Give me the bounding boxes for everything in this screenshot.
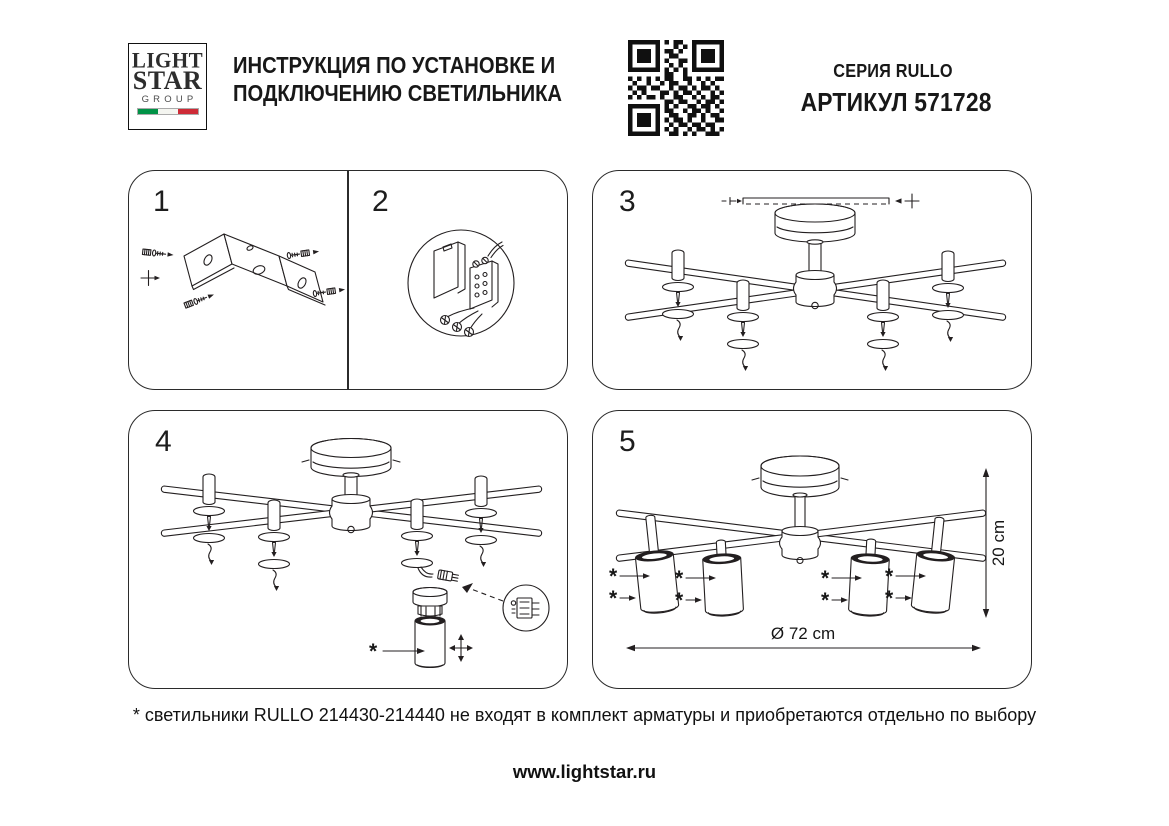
central-hub [330,495,373,533]
svg-text:*: * [609,565,618,588]
footnote: * светильники RULLO 214430-214440 не входят в комплект арматуры и приобретаются отдельно по выбору [132,705,1037,725]
lamp-holder [868,280,899,371]
svg-text:*: * [675,567,684,590]
lamp-holder [194,474,225,565]
step-3-number: 3 [619,185,636,218]
mounting-bracket [184,234,325,305]
svg-text:*: * [609,587,618,610]
logo-text-star: STAR [132,66,203,95]
step-1-illustration [129,171,348,388]
height-dimension [983,468,1008,618]
shade-unit [911,515,959,614]
step-3-panel [592,170,1032,390]
website-url: www.lightstar.ru [512,761,657,782]
wiring-detail [434,242,503,337]
series-label: СЕРИЯ RULLO [833,60,953,81]
lamp-socket [413,588,447,618]
connector-detail-circle [503,585,549,631]
page-title [233,52,562,107]
detail-leader-line [471,589,503,601]
lamp-holder [933,251,964,342]
qr-code [628,40,724,136]
screwdriver-cross-icon [141,271,160,286]
title-line-1: ИНСТРУКЦИЯ ПО УСТАНОВКЕ И [233,52,556,78]
lamp-holder [663,250,694,341]
ceiling-canopy [775,204,855,242]
screw-anchor-right-upper [287,248,320,258]
shade-unit [631,513,679,614]
height-dimension-label: 20 cm [989,519,1008,567]
title-line-2: ПОДКЛЮЧЕНИЮ СВЕТИЛЬНИКА [233,79,563,106]
italian-flag-bar [137,108,199,115]
stem [793,493,807,531]
ceiling-canopy [752,456,848,497]
logo-text-light: LIGHT [131,47,204,73]
svg-text:*: * [821,567,830,590]
diameter-dimension [626,624,981,651]
product-info [800,60,992,118]
asterisk-marker: * [369,640,378,663]
svg-text:*: * [885,587,894,610]
step-5-panel [592,410,1032,689]
step-2-illustration [348,171,569,388]
central-hub [780,527,821,564]
step-5-number: 5 [619,425,636,458]
screw-anchor-left [142,249,173,258]
svg-text:*: * [885,565,894,588]
step-5-illustration [593,411,1030,687]
lightstar-logo [128,43,207,130]
article-label: АРТИКУЛ 571728 [800,87,992,117]
svg-text:*: * [821,589,830,612]
step-4-panel [128,410,568,689]
lamp-holder [402,499,433,568]
step-4-number: 4 [155,425,172,458]
svg-text:*: * [675,589,684,612]
lamp-holder [728,280,759,371]
central-hub [794,271,837,309]
lamp-shade [415,617,445,668]
lamp-holder [259,500,290,591]
logo-text-group: GROUP [141,94,198,105]
screw-anchor-bottom [184,292,215,309]
step-1-2-panel [128,170,568,390]
step-1-number: 1 [153,185,170,218]
step-3-illustration [593,171,1030,388]
move-directions-icon [449,634,473,662]
step-2-number: 2 [372,185,389,218]
stem [807,240,823,275]
diameter-dimension-label: Ø 72 cm [770,624,836,643]
ceiling-canopy [302,439,400,477]
step-4-illustration [129,411,566,687]
